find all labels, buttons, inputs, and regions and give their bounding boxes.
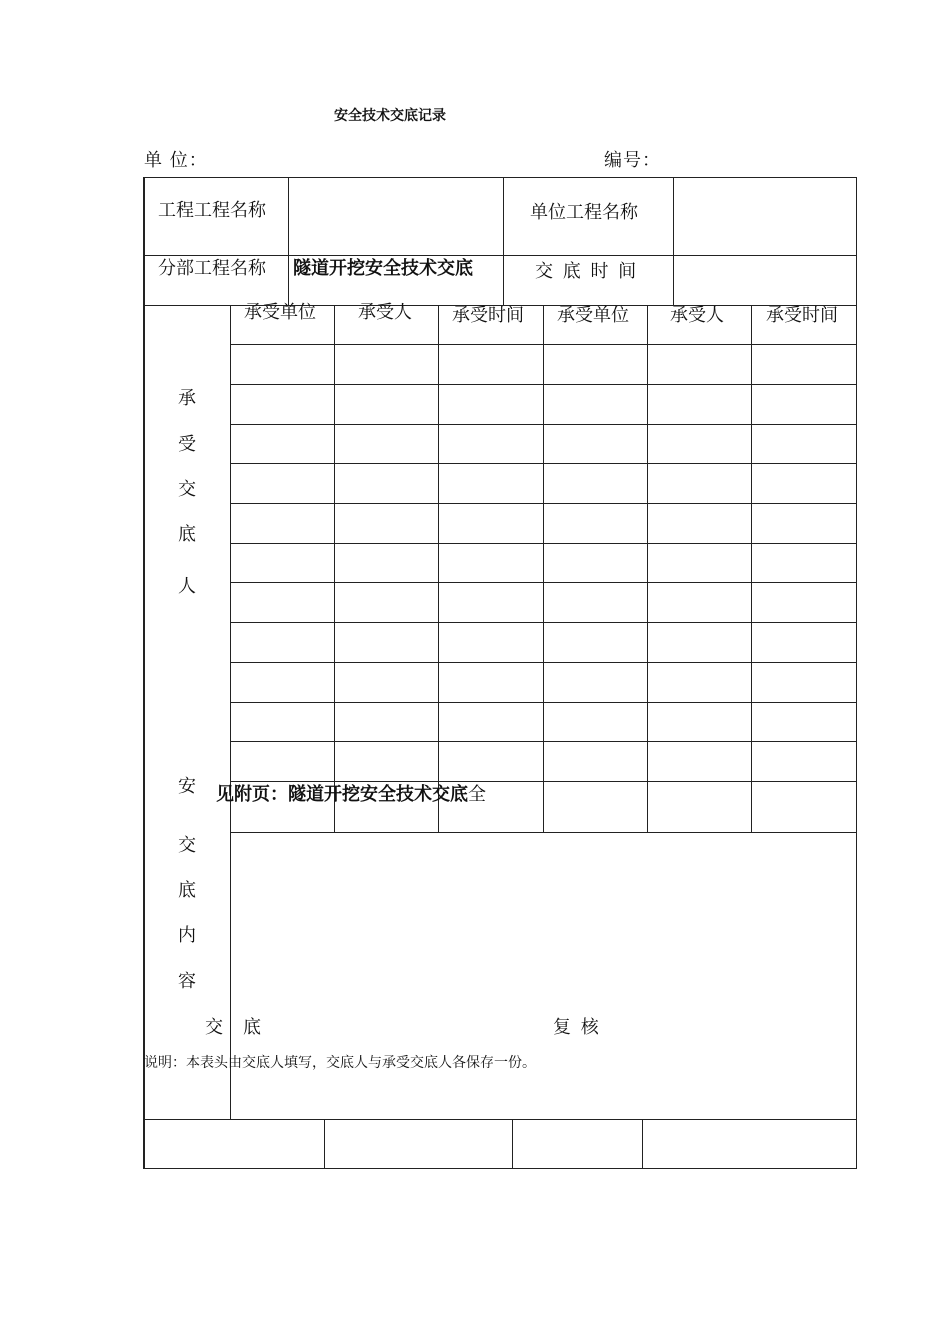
table-border-left <box>143 177 145 1169</box>
number-label: 编号： <box>604 150 661 171</box>
review-label: 复 核 <box>553 1017 601 1038</box>
table-border-top <box>143 177 857 178</box>
content-reference <box>216 780 486 806</box>
header-recipient-time: 承受时间 <box>766 305 838 326</box>
table-rule <box>438 305 439 832</box>
recipient-side-label-char: 受 <box>178 434 196 455</box>
sign-left-char: 交 <box>205 1017 223 1038</box>
table-border-right <box>856 177 857 1169</box>
table-rule <box>334 305 335 832</box>
table-rule <box>647 305 648 832</box>
document-title: 安全技术交底记录 <box>334 108 446 124</box>
content-reference-bold: 见附页：隧道开挖安全技术交底 <box>216 784 468 805</box>
content-side-label-char: 安 <box>178 776 196 797</box>
table-rule <box>673 177 674 305</box>
table-rule <box>503 177 504 305</box>
table-rule <box>288 177 289 305</box>
content-side-label-char: 交 <box>178 835 196 856</box>
header-recipient-time: 承受时间 <box>452 305 524 326</box>
header-recipient: 承受人 <box>358 302 412 323</box>
content-reference-tail: 全 <box>468 784 486 805</box>
recipient-side-label-char: 人 <box>178 576 196 597</box>
table-rule <box>512 1119 513 1169</box>
content-side-label-char: 底 <box>178 880 196 901</box>
content-side-label-char: 容 <box>178 971 196 992</box>
unit-project-label: 单位工程名称 <box>530 202 638 223</box>
table-rule <box>143 1119 857 1120</box>
note-text: 说明：本表头由交底人填写，交底人与承受交底人各保存一份。 <box>144 1055 536 1071</box>
header-recipient-unit: 承受单位 <box>244 302 316 323</box>
unit-label: 单 位： <box>144 150 208 171</box>
sub-project-value: 隧道开挖安全技术交底 <box>293 258 473 279</box>
project-name-label: 工程工程名称 <box>158 200 266 221</box>
table-rule <box>324 1119 325 1169</box>
sign-left-char: 底 <box>243 1017 261 1038</box>
table-border-bottom <box>143 1168 857 1169</box>
table-rule <box>543 305 544 832</box>
time-label: 交 底 时 间 <box>535 261 639 282</box>
header-recipient-unit: 承受单位 <box>557 305 629 326</box>
recipient-side-label-char: 承 <box>178 388 196 409</box>
table-rule <box>230 305 231 1120</box>
content-side-label-char: 内 <box>178 925 196 946</box>
recipient-side-label-char: 底 <box>178 524 196 545</box>
sub-project-label: 分部工程名称 <box>158 258 266 279</box>
recipient-side-label-char: 交 <box>178 479 196 500</box>
table-rule <box>642 1119 643 1169</box>
table-rule <box>230 832 857 833</box>
header-recipient: 承受人 <box>670 305 724 326</box>
table-rule <box>751 305 752 832</box>
